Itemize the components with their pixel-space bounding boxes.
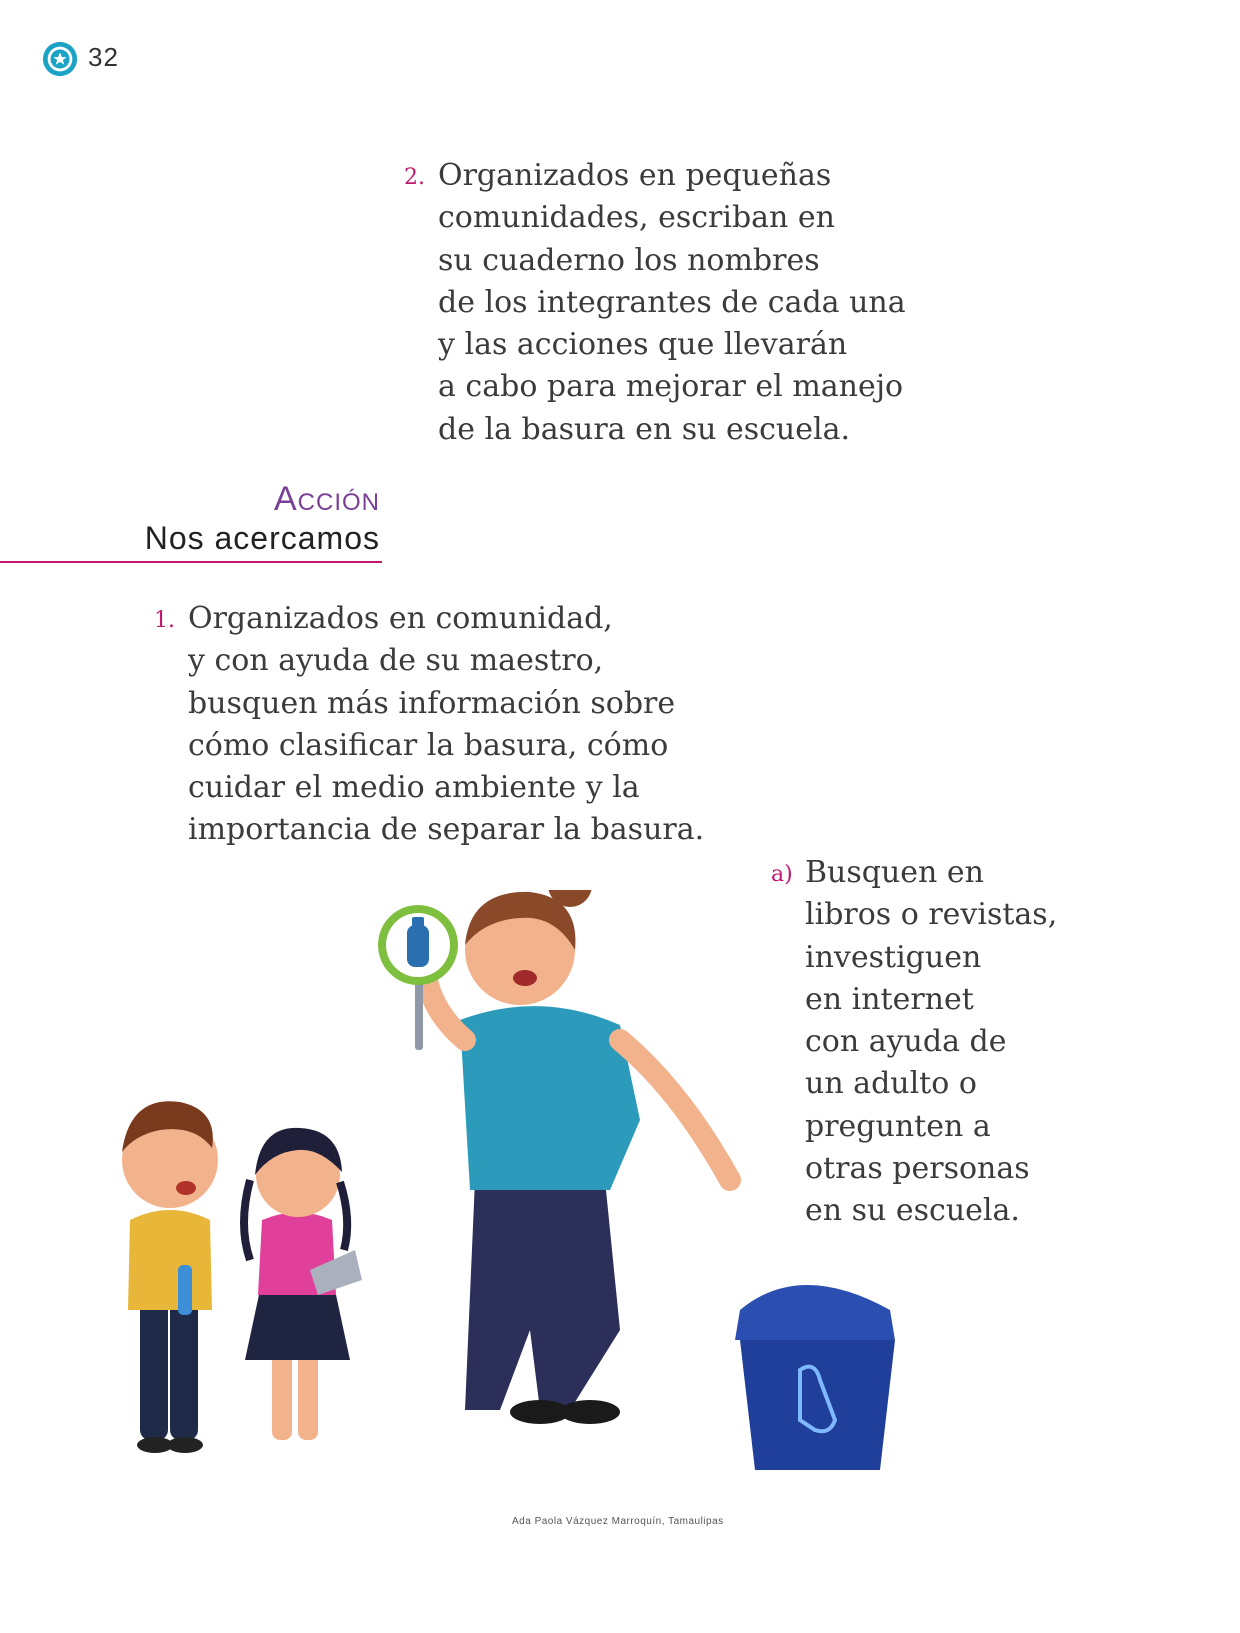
activity-2-number: 2.: [404, 165, 425, 190]
text-line: con ayuda de: [805, 1024, 1007, 1060]
section-divider: [0, 561, 382, 563]
text-line: de la basura en su escuela.: [438, 411, 850, 447]
text-line: libros o revistas,: [805, 897, 1058, 933]
illustration-credit: Ada Paola Vázquez Marroquín, Tamaulipas: [512, 1516, 724, 1527]
text-line: Busquen en: [805, 855, 984, 890]
text-line: en internet: [805, 981, 974, 1017]
teacher-figure: [425, 890, 730, 1424]
text-line: y con ayuda de su maestro,: [188, 643, 604, 679]
section-kicker: Acción: [273, 480, 380, 518]
text-line: su cuaderno los nombres: [438, 242, 820, 278]
text-line: investiguen: [805, 939, 982, 975]
activity-1a-letter: a): [771, 862, 793, 887]
text-line: importancia de separar la basura.: [188, 812, 705, 848]
text-line: comunidades, escriban en: [438, 200, 835, 236]
text-line: Organizados en comunidad,: [188, 601, 613, 636]
recycling-bin-icon: [735, 1285, 895, 1470]
text-line: otras personas: [805, 1151, 1030, 1187]
page-number: 32: [88, 42, 119, 72]
activity-1-number: 1.: [154, 608, 175, 633]
text-line: Organizados en pequeñas: [438, 158, 832, 193]
text-line: busquen más información sobre: [188, 685, 676, 721]
text-line: a cabo para mejorar el manejo: [438, 369, 904, 405]
activity-2: [404, 155, 906, 451]
section-title: Nos acercamos: [144, 520, 380, 556]
text-line: pregunten a: [805, 1108, 991, 1144]
page-badge-icon: [41, 40, 79, 78]
text-line: un adulto o: [805, 1066, 977, 1102]
text-line: en su escuela.: [805, 1193, 1020, 1229]
girl-figure: [244, 1128, 362, 1440]
recycling-illustration: [100, 890, 930, 1530]
boy-figure: [122, 1101, 218, 1453]
text-line: cómo clasificar la basura, cómo: [188, 727, 669, 763]
activity-1: [154, 598, 705, 852]
text-line: cuidar el medio ambiente y la: [188, 770, 640, 806]
text-line: y las acciones que llevarán: [438, 327, 848, 363]
text-line: de los integrantes de cada una: [438, 284, 906, 320]
